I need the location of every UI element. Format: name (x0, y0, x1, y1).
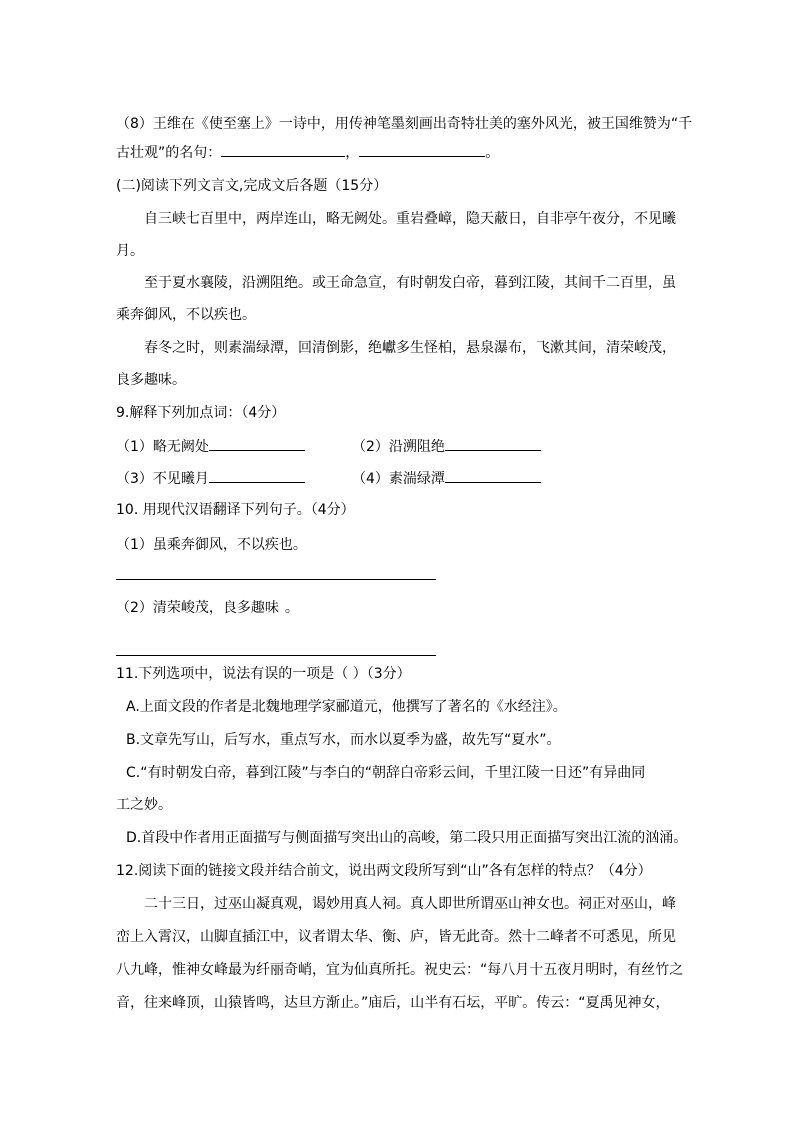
q11-option-b: B.文章先写山，后写水，重点写水，而水以夏季为盛，故先写“夏水”。 (126, 732, 561, 748)
q9-item-4 (352, 468, 541, 489)
passage-p1-line2: 月。 (116, 243, 144, 259)
q8-separator: ， (345, 145, 360, 161)
section-heading: (二)阅读下列文言文,完成文后各题（15分） (116, 178, 388, 194)
q9-item-2-label: （2）沿溯阻绝 (352, 439, 445, 455)
q9-answer-blank-2[interactable] (445, 436, 541, 451)
q9-answer-blank-3[interactable] (209, 468, 305, 483)
q10-item-1: （1）虽乘奔御风，不以疾也。 (116, 537, 307, 553)
q10-title: 10. 用现代汉语翻译下列句子。（4分） (116, 502, 355, 518)
q11-option-a: A.上面文段的作者是北魏地理学家郦道元，他撰写了著名的《水经注》。 (126, 699, 567, 715)
passage-p3-line1: 春冬之时，则素湍绿潭，回清倒影，绝巘多生怪柏，悬泉瀑布，飞漱其间，清荣峻茂， (144, 340, 676, 356)
q8-line2 (116, 142, 499, 163)
q9-answer-blank-1[interactable] (209, 436, 305, 451)
q8-answer-blank-2[interactable] (359, 142, 485, 157)
q10-answer-line-2[interactable] (116, 655, 436, 656)
q8-answer-blank-1[interactable] (221, 142, 345, 157)
q9-title: 9.解释下列加点词：（4分） (116, 405, 286, 421)
q9-item-4-label: （4）素湍绿潭 (352, 471, 445, 487)
passage-p1-line1: 自三峡七百里中，两岸连山，略无阙处。重岩叠嶂，隐天蔽日，自非亭午夜分，不见曦 (144, 211, 676, 227)
q12-passage-line4: 音，往来峰顶，山猿皆鸣，达旦方渐止。”庙后，山半有石坛，平旷。传云：“夏禹见神女， (116, 995, 670, 1011)
passage-p2-line1: 至于夏水襄陵，沿溯阻绝。或王命急宣，有时朝发白帝，暮到江陵，其间千二百里，虽 (144, 275, 676, 291)
q12-title: 12.阅读下面的链接文段并结合前文，说出两文段所写到“山”各有怎样的特点？（4分） (116, 863, 652, 879)
q9-item-3-label: （3）不见曦月 (116, 471, 209, 487)
q8-line1: （8）王维在《使至塞上》一诗中，用传神笔墨刻画出奇特壮美的塞外风光，被王国维赞为“千 (116, 116, 693, 132)
q11-option-d: D.首段中作者用正面描写与侧面描写突出山的高峻，第二段只用正面描写突出江流的汹涌。 (126, 830, 688, 846)
q10-answer-line-1[interactable] (116, 579, 436, 580)
q11-option-c-line1: C.“有时朝发白帝，暮到江陵”与李白的“朝辞白帝彩云间，千里江陵一日还”有异曲同 (126, 765, 646, 781)
q8-line2-prefix: 古壮观”的名句： (116, 145, 222, 161)
q10-item-2-end: 。 (284, 600, 299, 616)
q9-item-3 (116, 468, 305, 489)
q9-item-2 (352, 436, 541, 457)
q9-answer-blank-4[interactable] (445, 468, 541, 483)
q9-item-1-label: （1）略无阙处 (116, 439, 209, 455)
passage-p3-line2: 良多趣味。 (116, 372, 186, 388)
q9-item-1 (116, 436, 305, 457)
q12-passage-line1: 二十三日，过巫山凝真观，谒妙用真人祠。真人即世所谓巫山神女也。祠正对巫山，峰 (144, 896, 676, 912)
q8-end: 。 (485, 145, 500, 161)
q12-passage-line2: 峦上入霄汉，山脚直插江中，议者谓太华、衡、庐，皆无此奇。然十二峰者不可悉见，所见 (116, 929, 676, 945)
q12-passage-line3: 八九峰，惟神女峰最为纤丽奇峭，宜为仙真所托。祝史云：“每八月十五夜月明时，有丝竹之 (116, 962, 684, 978)
q10-item-2 (116, 598, 299, 618)
q10-item-2-label: （2）清荣峻茂，良多趣味 (116, 600, 279, 616)
passage-p2-line2: 乘奔御风，不以疾也。 (116, 307, 256, 323)
q11-option-c-line2: 工之妙。 (116, 797, 172, 813)
q11-title: 11.下列选项中，说法有误的一项是（ ）（3分） (116, 666, 411, 682)
